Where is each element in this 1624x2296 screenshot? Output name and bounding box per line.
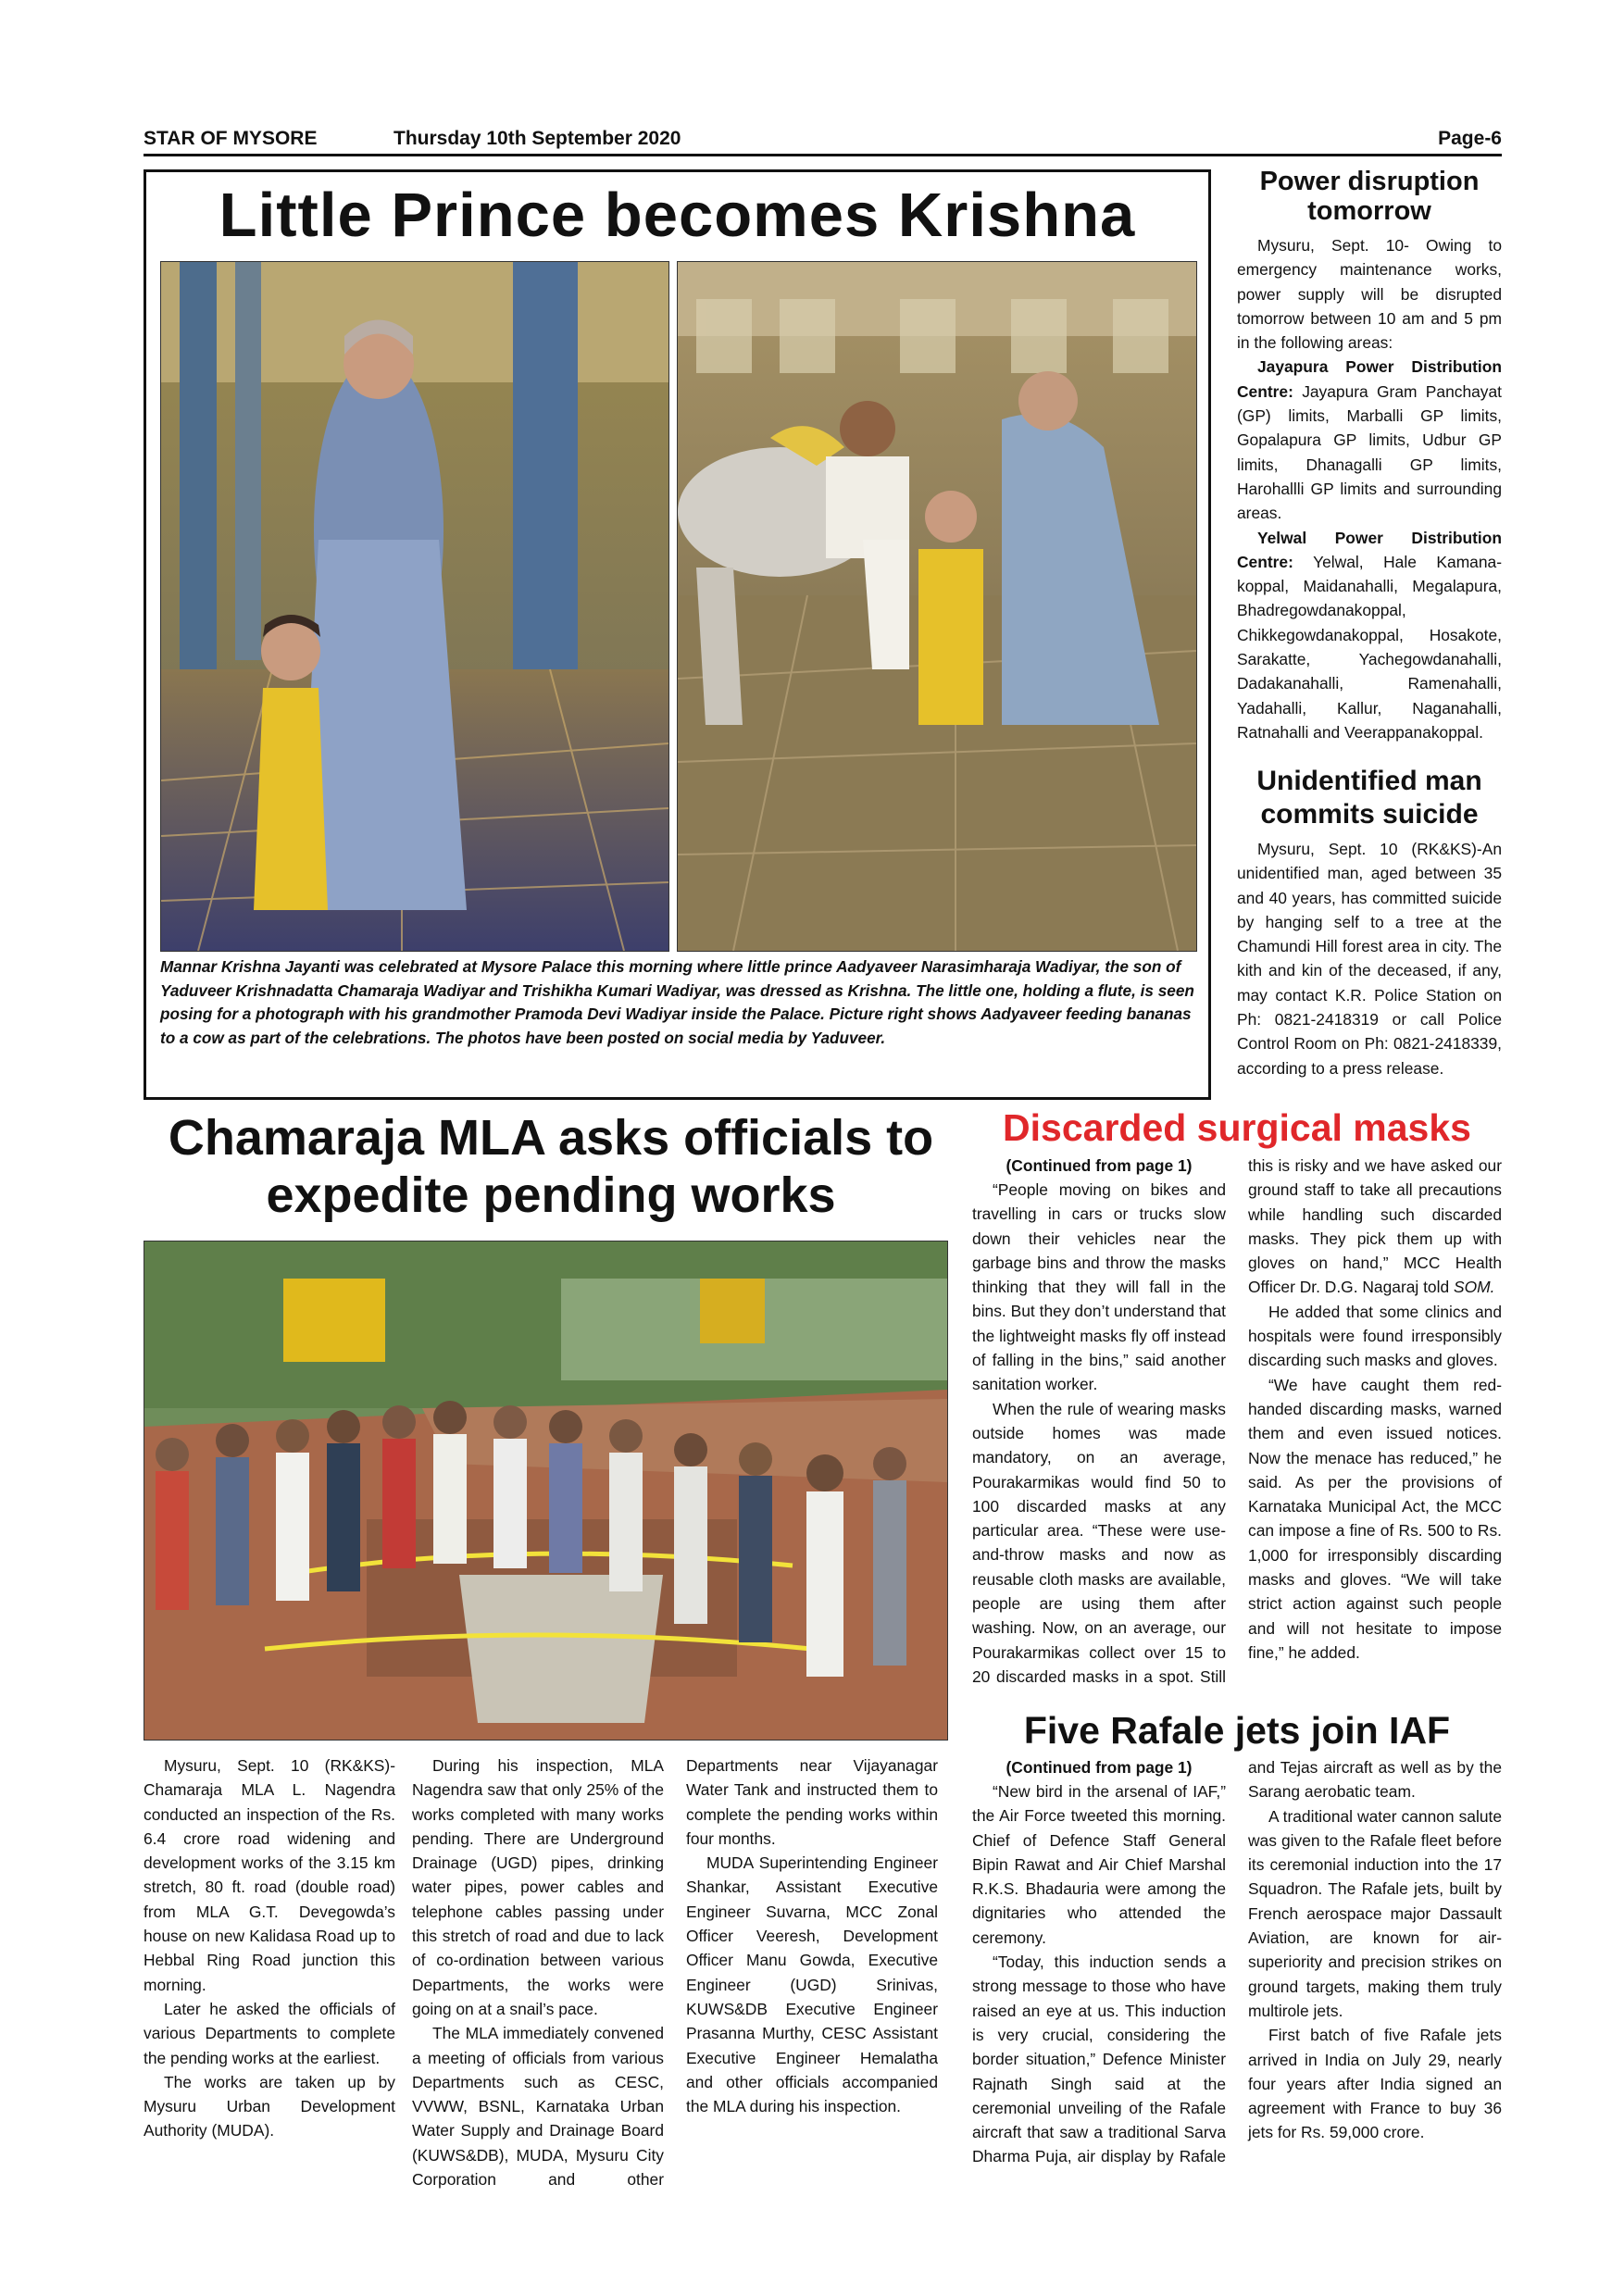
masks-continued: (Continued from page 1) (1006, 1156, 1193, 1175)
krishna-story-box (144, 169, 1211, 1100)
masks-body (972, 1154, 1502, 1711)
suicide-article (1237, 765, 1502, 1080)
masks-para-2-italic: SOM. (1453, 1278, 1495, 1297)
suicide-para-1: Mysuru, Sept. 10 (RK&KS)-An unidentified man, aged between 35 and 40 years, has committed suicide by hanging self to a tree at the Chamundi Hill forest area in city. The kith and kin of the deceased, if any, may contact K.R. Police Station on Ph: 0821-2418319 or call Police Control Room on Ph: 0821-2418339, according to a press release. (1237, 840, 1502, 1078)
power-para-2-text: Jayapura Gram Panchayat (GP) limits, Marballi GP limits, Gopalapura GP limits, Udbur GP limits, Dhanagalli GP limits, Harohallli GP limits and surrounding areas. (1237, 381, 1502, 523)
power-para-2 (1237, 355, 1502, 525)
mla-para-5: The MLA immediately convened a meeting of officials from various Departments such as CESC, VVWW, BSNL, Karnataka Urban Water Supply and Drainage Board (KUWS&DB), MUDA, Mysuru City Corporation and other Departments near Vijayanagar Water Tank and instructed them to complete the pending works within four months. (412, 1756, 938, 2190)
photo-mla-inspection (144, 1241, 948, 1741)
palace-photo-left (161, 262, 668, 951)
mla-para-2: Later he asked the officials of various Departments to complete the pending works at the earliest. (144, 1999, 395, 2067)
mla-column-1 (144, 1753, 395, 2143)
krishna-headline: Little Prince becomes Krishna (219, 181, 1136, 250)
masks-para-2-text: When the rule of wearing masks outside homes was made mandatory, on an average, Pourakarmikas would find 50 to 100 discarded masks at any particular area. “These were use-and-throw masks and now as reusable cloth masks are available, people are using them after washing. Now, on an average, our Pourakarmikas collect over 15 to 20 discarded masks in a spot. Still this is risky and we have asked our ground staff to take all precautions while handling such discarded masks. They pick them up with gloves on hand,” MCC Health Officer Dr. D.G. Nagaraj told (972, 1156, 1502, 1686)
mla-headline: Chamaraja MLA asks officials to expedite pending works (168, 1110, 934, 1223)
rafale-para-4: First batch of five Rafale jets arrived in India on July 29, nearly four years after India signed an agreement with France to buy 36 jets for Rs. 59,000 crore. (1248, 2026, 1502, 2142)
page-number: Page-6 (1438, 128, 1502, 149)
rafale-para-3: A traditional water cannon salute was given to the Rafale fleet before its ceremonial induction into the 17 Squadron. The Rafale jets, built by French aerospace major Dassault Aviation, are known for air-superiority and precision strikes on ground targets, making them truly multirole jets. (1248, 1806, 1502, 2020)
power-para-3 (1237, 526, 1502, 745)
mla-para-1: Mysuru, Sept. 10 (RK&KS)-Chamaraja MLA L. Nagendra conducted an inspection of the Rs. 6.4 crore road widening and development works of the 3.15 km stretch, 80 ft. road (double road) from MLA G.T. Devegowda’s house on new Kalidasa Road up to Hebbal Ring Road junction this morning. (144, 1756, 395, 1994)
masks-para-3: He added that some clinics and hospitals were found irresponsibly discarding such masks and gloves. (1248, 1302, 1502, 1370)
masks-para-1: “People moving on bikes and travelling in cars or trucks slow down their vehicles near the garbage bins and throw the masks thinking that they will fall in the bins. But they don’t understand that the lightweight masks fly off instead of falling in the bins,” said another sanitation worker. (972, 1180, 1226, 1394)
mla-para-6: MUDA Superintending Engineer Shankar, Assistant Executive Engineer Suvarna, MCC Zonal Officer Veeresh, Development Officer Manu Gowda, Executive Engineer (UGD) Srinivas, KUWS&DB Executive Engineer Prasanna Murthy, CESC Assistant Executive Engineer Hemalatha and other officials accompanied the MLA during his inspection. (686, 1853, 938, 2116)
header-rule (144, 154, 1502, 156)
rafale-continued: (Continued from page 1) (1006, 1758, 1193, 1777)
power-disruption-article (1237, 167, 1502, 744)
rafale-body (972, 1755, 1502, 2172)
issue-date: Thursday 10th September 2020 (394, 128, 681, 149)
rafale-para-2: “Today, this induction sends a strong message to those who have raised an eye at us. This induction is very crucial, considering the border situation,” Defence Minister Rajnath Singh said at the ceremonial unveiling of the Rafale aircraft that saw a traditional Sarva Dharma Puja, air display by Rafale and Tejas aircraft as well as by the Sarang aerobatic team. (972, 1758, 1502, 2166)
mla-para-3: The works are taken up by Mysuru Urban Development Authority (MUDA). (144, 2072, 395, 2140)
photo-prince-feeding-cow (677, 261, 1197, 952)
road-inspection-photo (144, 1242, 947, 1740)
power-para-1: Mysuru, Sept. 10- Owing to emergency maintenance works, power supply will be disrupted tomorrow between 10 am and 5 pm in the following areas: (1237, 236, 1502, 353)
paper-name: STAR OF MYSORE (144, 128, 318, 149)
masks-headline: Discarded surgical masks (1003, 1106, 1471, 1149)
power-headline: Power disruption tomorrow (1259, 167, 1480, 226)
power-para-3-text: Yelwal, Hale Kamana-koppal, Maidanahalli, Megalapura, Bhadregowdanakoppal, Chikkegowdanakoppal, Hosakote, Sarakatte, Yachegowdanahalli, Dadakanahalli, Ramenahalli, Yadahalli, Kallur, Naganahalli, Ratnahalli and Veerappanakoppal. (1237, 552, 1502, 742)
mla-para-4: During his inspection, MLA Nagendra saw that only 25% of the works completed with many works pending. There are Underground Drainage (UGD) pipes, drinking water pipes, power cables and telephone cables passing under this stretch of road and due to lack of co-ordination between various Departments, the works were going on at a snail’s pace. (412, 1756, 664, 2018)
power-para-3-lead: Yelwal Power Distribution Centre: (1237, 528, 1502, 571)
photo-prince-with-grandmother (160, 261, 669, 952)
mla-columns-2-3 (412, 1753, 938, 2198)
palace-photo-right (678, 262, 1196, 951)
power-para-2-lead: Jayapura Power Distribution Centre: (1237, 357, 1502, 401)
masks-para-4: “We have caught them red-handed discarding masks, warned them and even issued notices. Now the menace has reduced,” he said. As per the provisions of Karnataka Municipal Act, the MCC can impose a fine of Rs. 500 to Rs. 1,000 for irresponsibly discarding masks and gloves. “We will take strict action against such people and will not hesitate to impose fine,” he added. (1248, 1375, 1502, 1662)
rafale-headline: Five Rafale jets join IAF (1023, 1709, 1451, 1752)
suicide-headline: Unidentified man commits suicide (1256, 766, 1482, 830)
krishna-caption: Mannar Krishna Jayanti was celebrated at Mysore Palace this morning where little prince Aadyaveer Narasimharaja Wadiyar, the son of Yaduveer Krishnadatta Chamaraja Wadiyar and Trishikha Kumari Wadiyar, was dressed as Krishna. The little one, holding a flute, is seen posing for a photograph with his grandmother Pramoda Devi Wadiyar inside the Palace. Picture right shows Aadyaveer feeding bananas to a cow as part of the celebrations. The photos have been posted on social media by Yaduveer. (160, 957, 1194, 1047)
rafale-para-1: “New bird in the arsenal of IAF,” the Air Force tweeted this morning. Chief of Defence Staff General Bipin Rawat and Air Chief Marshal R.K.S. Bhadauria were among the dignitaries who attended the ceremony. (972, 1782, 1226, 1947)
